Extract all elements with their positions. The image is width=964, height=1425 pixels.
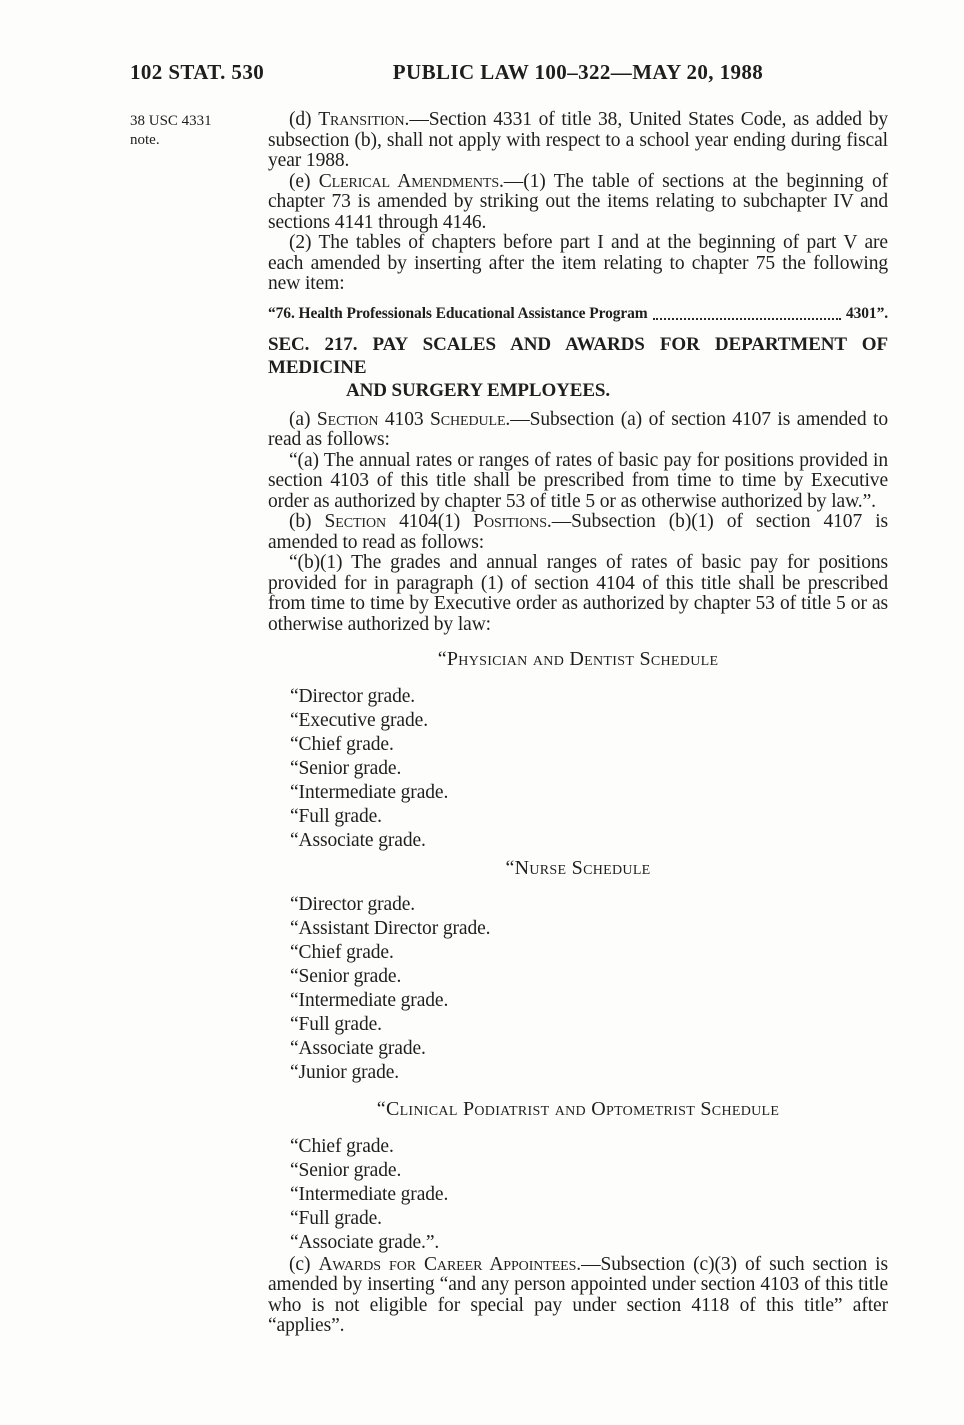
grade-line: “Chief grade. — [290, 942, 394, 963]
grade-line: “Director grade. — [290, 685, 416, 707]
paragraph-e1-clerical-amendments — [268, 172, 888, 234]
section-217-heading — [268, 333, 888, 402]
clinical-podiatrist-optometrist-schedule-heading: “Clinical Podiatrist and Optometrist Schedule — [376, 1098, 780, 1120]
grade-line: “Intermediate grade. — [290, 781, 449, 803]
physician-dentist-schedule-heading: “Physician and Dentist Schedule — [437, 648, 719, 670]
grade-line: “Full grade. — [290, 805, 382, 827]
margin-notes-column — [130, 110, 268, 1337]
paragraph-smallcaps-label: Clerical Amendments. — [318, 170, 504, 192]
page-header — [130, 60, 888, 85]
paragraph-lead: (e) — [289, 170, 319, 192]
paragraph-text: The grades and annual ranges of rates of basic pay for positions provided for in paragraph (1) of section 4104 of this title shall be prescribed from time to time by Executive order as authorized by chapter 53 of title 5 or as otherwise authorized by law: — [268, 552, 888, 635]
paragraph-lead: (b) — [289, 511, 325, 532]
paragraph-d-transition — [268, 110, 888, 172]
paragraph-a-quoted-text — [268, 451, 888, 513]
grade-line: “Senior grade. — [290, 1159, 402, 1181]
paragraph-a-section-4103-schedule — [268, 410, 888, 451]
grade-line: “Chief grade. — [290, 1135, 394, 1157]
page-content — [130, 110, 888, 1337]
toc-item-label: “76. Health Professionals Educational Assistance Program — [268, 304, 648, 322]
clinical-podiatrist-optometrist-grade-list — [268, 1135, 888, 1255]
paragraph-text: —Subsection (a) of section 4107 is amended to read as follows: — [268, 408, 888, 450]
paragraph-text: —Subsection (c)(3) of such section is amended by inserting “and any person appointed under section 4103 of this title who is not eligible for special pay under section 4118 of this title” after “applies”. — [268, 1253, 888, 1336]
grade-line: “Associate grade.”. — [290, 1231, 440, 1253]
paragraph-b-quoted-text — [268, 553, 888, 635]
paragraph-lead: (a) — [289, 408, 317, 430]
nurse-grade-list — [268, 893, 888, 1085]
dot-leader — [653, 318, 841, 320]
physician-dentist-grade-list — [268, 685, 888, 853]
paragraph-lead: “(b)(1) — [289, 552, 352, 573]
paragraph-smallcaps-label: Transition. — [318, 109, 410, 130]
paragraph-c-awards-career-appointees — [268, 1255, 888, 1337]
grade-line: “Chief grade. — [290, 733, 394, 755]
paragraph-text: The annual rates or ranges of rates of basic pay for positions provided in section 4103 of this title shall be prescribed from time to time by Executive order as authorized by chapter 53 of title 5 or as otherwise authorized by law.”. — [268, 449, 888, 512]
grade-line: “Full grade. — [290, 1014, 382, 1035]
paragraph-text: —(1) The table of sections at the beginning of chapter 73 is amended by striking out the items relating to subchapter IV and sections 4141 through 4146. — [268, 170, 888, 233]
statute-text-column — [268, 110, 888, 1337]
paragraph-lead: (d) — [289, 109, 319, 130]
grade-line: “Director grade. — [290, 894, 416, 915]
grade-line: “Associate grade. — [290, 829, 426, 851]
paragraph-lead: (2) — [289, 232, 319, 253]
paragraph-smallcaps-label: Section 4104(1) Positions. — [324, 511, 552, 532]
law-title: PUBLIC LAW 100–322—MAY 20, 1988 — [392, 60, 764, 84]
margin-note-suffix: note. — [130, 132, 160, 148]
table-of-chapters-new-item — [268, 305, 888, 323]
grade-line: “Intermediate grade. — [290, 1183, 449, 1205]
grade-line: “Intermediate grade. — [290, 990, 449, 1011]
section-heading-line2: AND SURGERY EMPLOYEES. — [346, 379, 611, 401]
grade-line: “Executive grade. — [290, 709, 428, 731]
grade-line: “Associate grade. — [290, 1038, 426, 1059]
nurse-schedule-heading: “Nurse Schedule — [505, 856, 651, 879]
section-heading-line1: SEC. 217. PAY SCALES AND AWARDS FOR DEPARTMENT OF MEDICINE — [268, 333, 888, 378]
uscode-margin-note — [130, 112, 268, 150]
grade-line: “Junior grade. — [290, 1062, 400, 1083]
toc-item-page-ref: 4301”. — [845, 304, 888, 322]
paragraph-smallcaps-label: Awards for Career Appointees. — [318, 1253, 582, 1275]
paragraph-text: —Subsection (b)(1) of section 4107 is amended to read as follows: — [268, 511, 888, 553]
grade-line: “Full grade. — [290, 1207, 382, 1229]
paragraph-b-section-4104-positions — [268, 512, 888, 553]
grade-line: “Senior grade. — [290, 966, 402, 987]
grade-line: “Assistant Director grade. — [290, 918, 491, 939]
paragraph-text: The tables of chapters before part I and at the beginning of part V are each amended by inserting after the item relating to chapter 75 the following new item: — [268, 232, 888, 294]
margin-note-citation: 38 USC 4331 — [130, 113, 212, 129]
paragraph-text: —Section 4331 of title 38, United States Code, as added by subsection (b), shall not apply with respect to a school year ending during fiscal year 1988. — [268, 109, 888, 171]
grade-line: “Senior grade. — [290, 757, 402, 779]
paragraph-smallcaps-label: Section 4103 Schedule. — [316, 408, 511, 430]
paragraph-lead: (c) — [289, 1253, 319, 1275]
paragraph-e2-tables-of-chapters — [268, 233, 888, 295]
statute-page-number: 102 STAT. 530 — [130, 60, 265, 84]
paragraph-lead: “(a) — [289, 449, 324, 471]
